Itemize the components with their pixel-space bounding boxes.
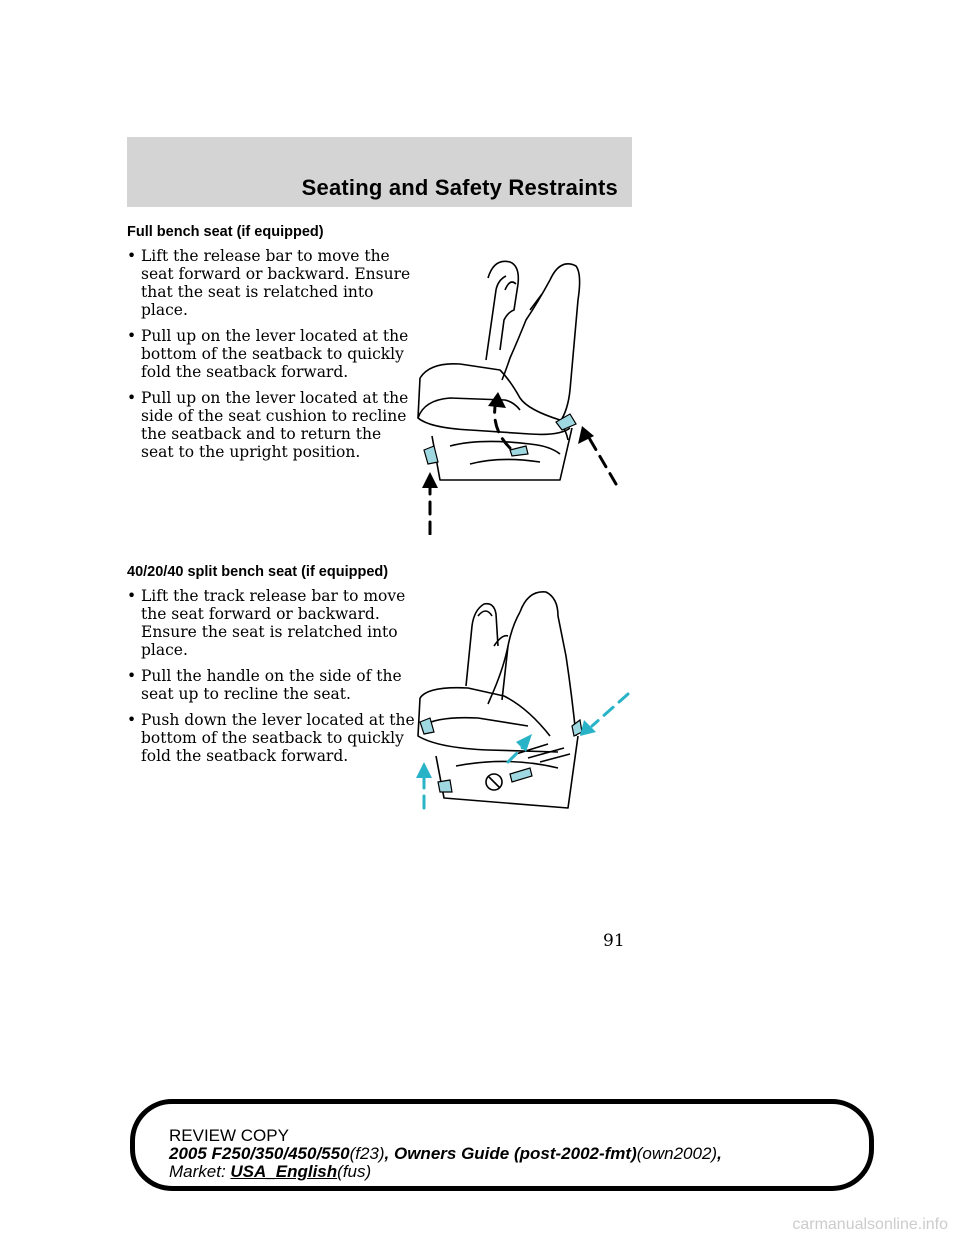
page-number: 91 [603, 931, 625, 951]
bullet-marker: • [127, 327, 137, 345]
footer-line-model: 2005 F250/350/450/550(f23), Owners Guide (post-2002-fmt)(own2002), [169, 1144, 722, 1163]
footer-line-review-copy: REVIEW COPY [169, 1126, 289, 1145]
bullet-marker: • [127, 247, 137, 265]
review-copy-footer [130, 1099, 874, 1191]
bullet-marker: • [127, 389, 137, 407]
list-item: • Push down the lever located at the bottom of the seatback to quickly fold the seatback forward. [127, 711, 415, 765]
section-heading: 40/20/40 split bench seat (if equipped) [127, 564, 389, 580]
list-item: • Pull up on the lever located at the bottom of the seatback to quickly fold the seatback forward. [127, 327, 409, 381]
watermark: carmanualsonline.info [792, 1216, 948, 1233]
split-bench-seat-illustration [408, 586, 630, 814]
chapter-header [127, 137, 632, 207]
footer-text [169, 1127, 722, 1181]
section-split-bench-seat [127, 564, 417, 773]
section-full-bench-seat [127, 224, 417, 469]
list-item: • Pull up on the lever located at the side of the seat cushion to recline the seatback and to return the seat to the upright position. [127, 389, 409, 461]
list-item: • Lift the release bar to move the seat forward or backward. Ensure that the seat is relatched into place. [127, 247, 411, 319]
footer-line-market: Market: USA_English(fus) [169, 1162, 372, 1181]
full-bench-seat-illustration [410, 250, 630, 535]
section-heading: Full bench seat (if equipped) [127, 224, 324, 240]
list-item: • Pull the handle on the side of the seat up to recline the seat. [127, 667, 402, 703]
bullet-marker: • [127, 667, 137, 685]
bullet-marker: • [127, 711, 137, 729]
chapter-title: Seating and Safety Restraints [301, 175, 618, 200]
bullet-marker: • [127, 587, 137, 605]
list-item: • Lift the track release bar to move the seat forward or backward. Ensure the seat is relatched into place. [127, 587, 406, 659]
